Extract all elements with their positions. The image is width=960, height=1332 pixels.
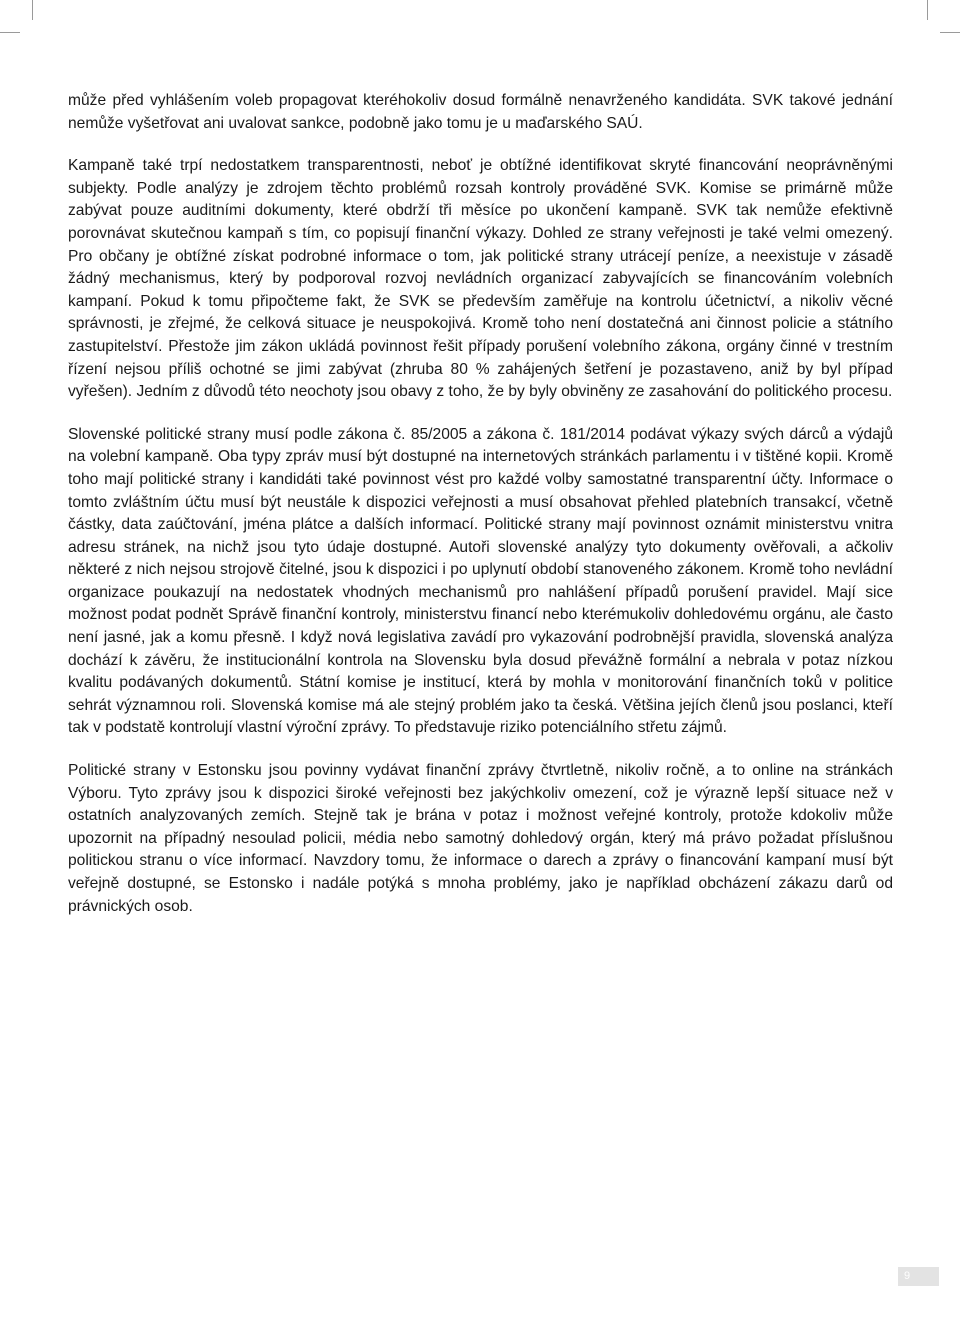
paragraph-campaign-transparency: Kampaně také trpí nedostatkem transparentnosti, neboť je obtížné identifikovat skryté financování neoprávněnými subjekty. Podle analýzy je zdrojem těchto problémů rozsah kontroly prováděné SVK. Komise se primárně může zabývat pouze auditními dokumenty, které obdrží tři měsíce po ukončení kampaně. SVK tak nemůže efektivně porovnávat skutečnou kampaň s tím, co popisují finanční výkazy. Dohled ze strany veřejnosti je také velmi omezený. Pro občany je obtížné získat podrobné informace o tom, jak politické strany utrácejí peníze, a neexistuje v zásadě žádný mechanismus, který by podporoval rozvoj nevládních organizací zabyvajících se financováním volebních kampaní. Pokud k tomu připočteme fakt, že SVK se především zaměřuje na kontrolu účetnictví, a nikoliv věcné správnosti, je zřejmé, že celková situace je neuspokojivá. Kromě toho není dostatečná ani činnost policie a státního zastupitelství. Přestože jim zákon ukládá povinnost řešit případy porušení volebního zákona, orgány činné v trestním řízení nejsou příliš ochotné se jimi zabývat (zhruba 80 % zahájených šetření je pozastaveno, aniž by byl případ vyřešen). Jedním z důvodů této neochoty jsou obavy z toho, že by byly obviněny ze zasahování do politického procesu. [68, 157, 893, 401]
page-number-box [898, 1267, 939, 1286]
crop-mark-top-left-v [32, 0, 33, 20]
paragraph-slovakia: Slovenské politické strany musí podle zákona č. 85/2005 a zákona č. 181/2014 podávat výkazy svých dárců a výdajů na volební kampaně. Oba typy zpráv musí být dostupné na internetových stránkách parlamentu i v tištěné kopii. Kromě toho mají politické strany i kandidáti také povinnost vést pro každé volby samostatné transparentní účty. Informace o tomto zvláštním účtu musí být neustále k dispozici veřejnosti a musí obsahovat přehled platebních transakcí, včetně částky, data zaúčtování, jména plátce a dalších informací. Politické strany mají povinnost oznámit ministerstvu vnitra adresu stránek, na nichž jsou tyto údaje dostupné. Autoři slovenské analýzy tyto dokumenty ověřovali, a ačkoliv některé z nich nejsou strojově čitelné, jsou k dispozici i po uplynutí období stanoveného zákonem. Kromě toho nevládní organizace poukazují na nedostatek vhodných mechanismů pro nahlášení případů porušení pravidel. Mají sice možnost podat podnět Správě finanční kontroly, ministerstvu financí nebo kterémukoliv dohledovému orgánu, ale často není jasné, jak a komu přesně. I když nová legislativa zavádí pro vykazování podrobnější pravidla, slovenská analýza dochází k závěru, že institucionální kontrola na Slovensku byla dosud převážně formální a nebrala v potaz nízkou kvalitu podávaných dokumentů. Státní komise je institucí, která by mohla v monitorování finančních toků v politice sehrát významnou roli. Slovenská komise má ale stejný problém jako ta česká. Většina jejích členů jsou poslanci, kteří tak v podstatě kontrolují vlastní výroční zprávy. To představuje riziko potenciálního střetu zájmů. [68, 425, 893, 737]
crop-mark-top-right-h [940, 32, 960, 33]
paragraph-estonia: Politické strany v Estonsku jsou povinny vydávat finanční zprávy čtvrtletně, nikoliv ročně, a to online na stránkách Výboru. Tyto zprávy jsou k dispozici široké veřejnosti bez jakýchkoliv omezení, což je výrazně lepší situace než v ostatních analyzovaných zemích. Stejně tak je brána v potaz i možnost veřejné kontroly, protože kdokoliv může upozornit na případný nesoulad policii, média nebo samotný dohledový orgán, který má právo požadat příslušnou politickou stranu o více informací. Navzdory tomu, že informace o darech a zprávy o financování kampaní musí být veřejně dostupné, se Estonsko i nadále potýká s mnoha problémy, jako je například obcházení zákazu darů od právnických osob. [68, 762, 893, 915]
crop-mark-top-left-h [0, 32, 20, 33]
page-number: 9 [904, 1270, 911, 1282]
crop-mark-top-right-v [927, 0, 928, 20]
page-body [68, 90, 893, 938]
paragraph-continuation: může před vyhlášením voleb propagovat kteréhokoliv dosud formálně nenavrženého kandidáta. SVK takové jednání nemůže vyšetřovat ani uvalovat sankce, podobně jako tomu je u maďarského SAÚ. [68, 92, 893, 132]
